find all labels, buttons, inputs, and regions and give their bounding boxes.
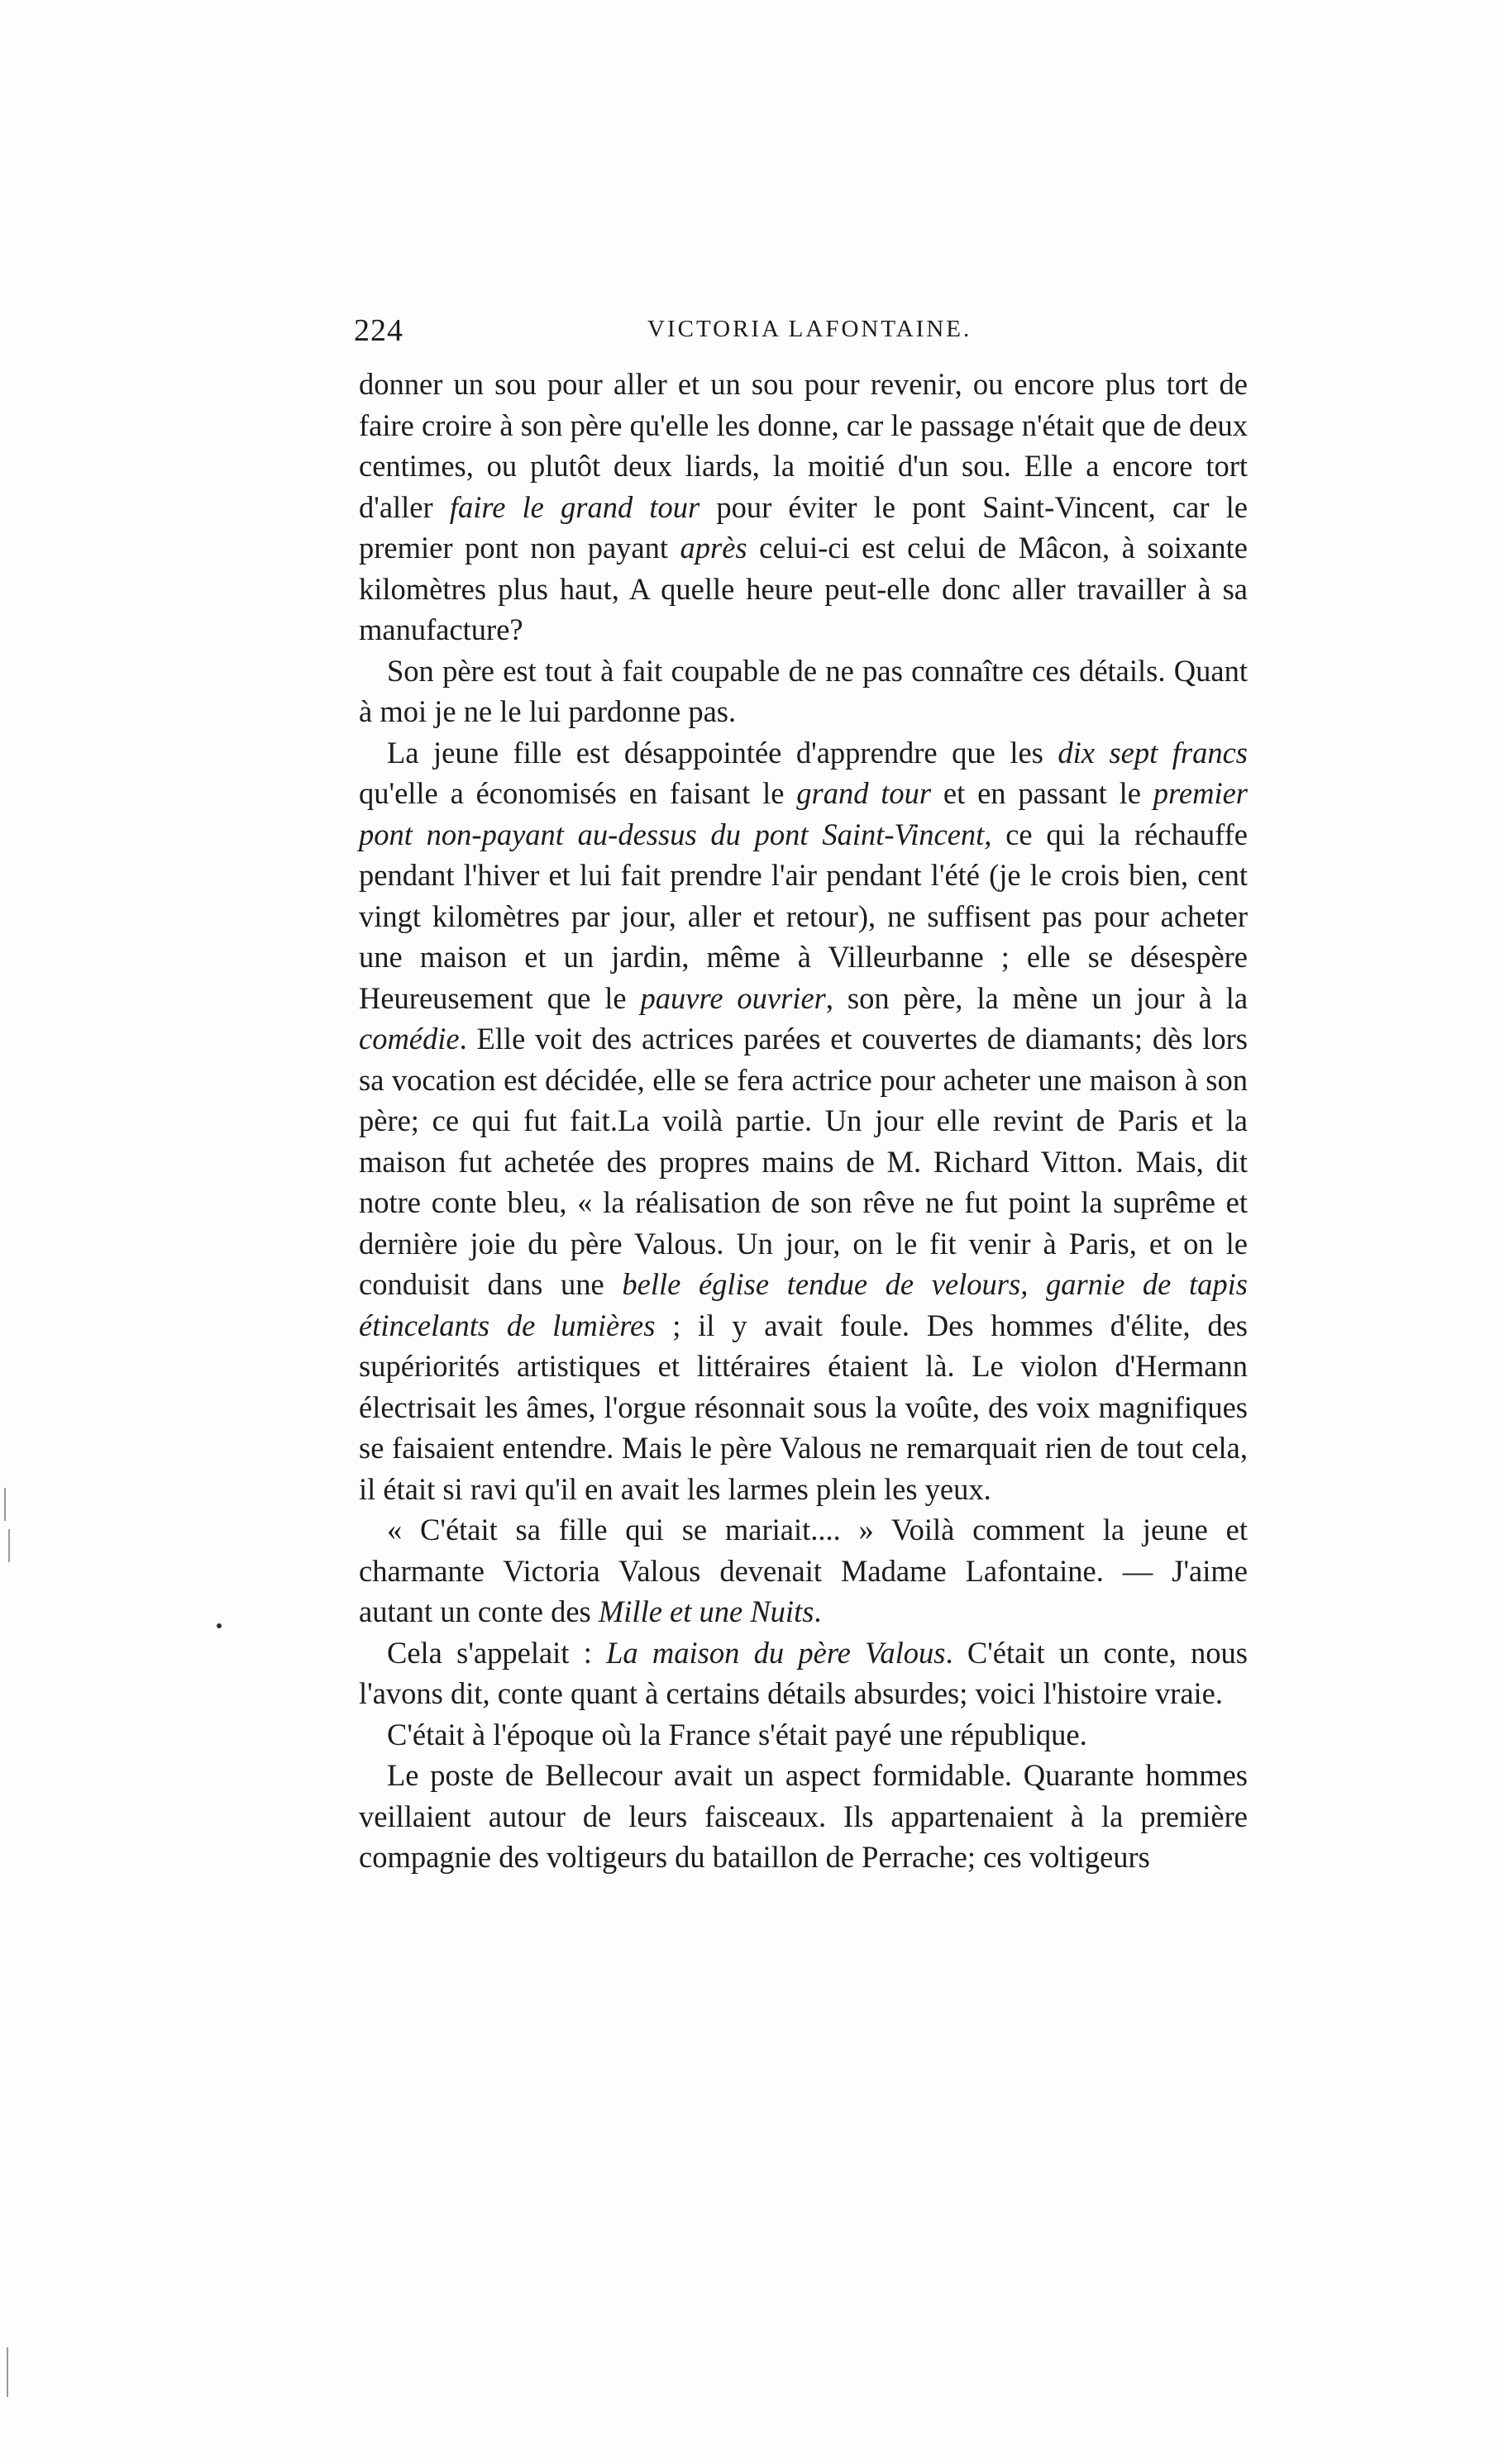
page-number: 224 [354, 313, 403, 348]
paragraph [359, 732, 1248, 1510]
text-run: Son père est tout à fait coupable de ne pas connaître ces détails. Quant à moi je ne le lui pardonne pas. [359, 653, 1248, 728]
italic-text: pauvre ouvrier [640, 980, 826, 1015]
italic-text: dix sept francs [1058, 735, 1248, 770]
text-run: qu'elle a économisés en faisant le [359, 776, 797, 810]
paragraph [359, 1509, 1248, 1632]
text-run: ce qui la réchauffe pendant l'hiver et lui fait prendre l'air pendant l'été (je le crois bien, cent vingt kilomètres par jour, aller et retour), ne suffisent pas pour acheter une maison et un jardin, même à Villeurbanne ; elle se désespère Heureusement que le [359, 817, 1249, 1015]
text-run: Le poste de Bellecour avait un aspect formidable. Quarante hommes veillaient autour de leurs faisceaux. Ils appartenaient à la première compagnie des voltigeurs du bataillon de Perrache; ces voltigeurs [359, 1758, 1248, 1874]
paragraph [359, 1714, 1248, 1756]
paragraph [359, 364, 1248, 651]
italic-text: Mille et une Nuits [598, 1594, 814, 1628]
text-run: celui-ci est celui de Mâcon, à soixante kilomètres plus haut, A quelle heure peut-elle donc aller travailler à sa manufacture? [359, 531, 1248, 646]
italic-text: grand tour [796, 776, 932, 810]
ink-dot [217, 1623, 222, 1628]
margin-mark [4, 1488, 6, 1521]
page-header [354, 312, 1251, 359]
italic-text: premier pont non-payant au-dessus du pont Saint-Vincent, [359, 776, 1248, 851]
italic-text: après [680, 531, 747, 565]
body-text [359, 364, 1248, 1878]
text-run: . Elle voit des actrices parées et couvertes de diamants; dès lors sa vocation est décidée, elle se fera actrice pour acheter une maison à son père; ce qui fut fait.La voilà partie. Un jour elle revint de Paris et la maison fut achetée des propres mains de M. Richard Vitton. Mais, dit notre conte bleu, « la réalisation de son rêve ne fut point la suprême et dernière joie du père Valous. Un jour, on le fit venir à Paris, et on le conduisit dans une [359, 1022, 1248, 1301]
italic-text: La maison du père Valous [606, 1635, 946, 1670]
text-run: . C'était un conte, nous l'avons dit, conte quant à certains détails absurdes; voici l'histoire vraie. [359, 1635, 1248, 1710]
paragraph [359, 1755, 1248, 1878]
text-run: Cela s'appelait : [387, 1635, 607, 1670]
running-title: VICTORIA LAFONTAINE. [647, 316, 972, 342]
italic-text: comédie [359, 1022, 460, 1056]
text-run: et en passant le [931, 776, 1153, 810]
text-run: pour éviter le pont Saint-Vincent, car le premier pont non payant [359, 489, 1248, 565]
margin-mark [8, 1529, 10, 1562]
margin-mark [7, 2347, 8, 2397]
text-run: La jeune fille est désappointée d'apprendre que les [387, 735, 1058, 770]
text-run: ; il y avait foule. Des hommes d'élite, des supériorités artistiques et littéraires étaient là. Le violon d'Hermann électrisait les âmes, l'orgue résonnait sous la voûte, des voix magnifiques se faisaient entendre. Mais le père Valous ne remarquait rien de tout cela, il était si ravi qu'il en avait les larmes plein les yeux. [359, 1308, 1249, 1506]
text-run: « C'était sa fille qui se mariait.... » Voilà comment la jeune et charmante Victoria Valous devenait Madame Lafontaine. — J'aime autant un conte des [359, 1513, 1248, 1628]
italic-text: faire le grand tour [449, 489, 700, 524]
italic-text: belle église tendue de velours, garnie de tapis étincelants de lumières [359, 1267, 1249, 1342]
paragraph [359, 1632, 1248, 1714]
text-run: , son père, la mène un jour à la [825, 980, 1249, 1015]
text-run: C'était à l'époque où la France s'était payé une république. [387, 1717, 1087, 1751]
text-run: donner un sou pour aller et un sou pour revenir, ou encore plus tort de faire croire à son père qu'elle les donne, car le passage n'était que de deux centimes, ou plutôt deux liards, la moitié d'un sou. Elle a encore tort d'aller [359, 367, 1248, 524]
text-run: . [814, 1594, 822, 1628]
paragraph [359, 651, 1248, 732]
